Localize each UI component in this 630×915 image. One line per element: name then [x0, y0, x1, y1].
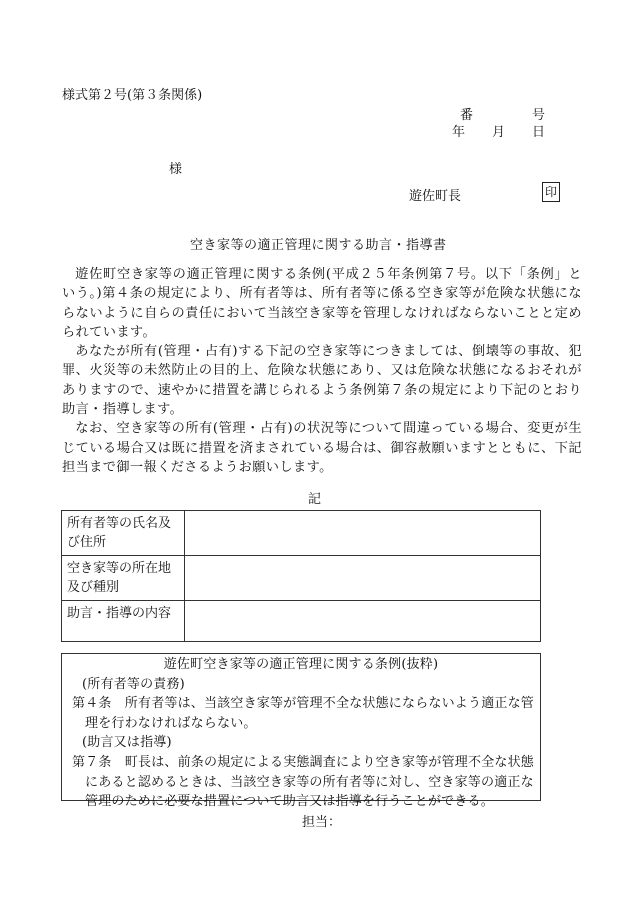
date-year: 年 [452, 125, 466, 140]
recipient-honorific: 様 [169, 162, 183, 177]
info-table [61, 510, 541, 642]
table-row [62, 601, 541, 642]
table-value-content [185, 601, 541, 642]
table-label-location: 空き家等の所在地及び種別 [62, 556, 185, 601]
document-body [62, 265, 582, 477]
excerpt-article-4: 第４条 所有者等は、当該空き家等が管理不全な状態にならないよう適正な管理を行わなければならない。 [72, 696, 535, 731]
document-number-go: 号 [532, 108, 546, 123]
ki-heading: 記 [308, 492, 322, 507]
table-label-content: 助言・指導の内容 [62, 601, 185, 642]
date-month: 月 [492, 125, 506, 140]
table-row [62, 556, 541, 601]
table-value-location [185, 556, 541, 601]
issuer-name: 遊佐町長 [409, 189, 462, 204]
form-number-label: 様式第２号(第３条関係) [62, 88, 203, 103]
table-row [62, 511, 541, 556]
excerpt-heading-owner-duty: (所有者等の責務) [82, 676, 185, 692]
table-value-owner [185, 511, 541, 556]
body-paragraph-2: あなたが所有(管理・占有)する下記の空き家等につきましては、倒壊等の事故、犯罪、火災等の未然防止の目的上、危険な状態にあり、又は危険な状態になるおそれがありますので、速やかに措置を講じられるよう条例第７条の規定により下記のとおり助言・指導します。 [62, 344, 582, 418]
document-title: 空き家等の適正管理に関する助言・指導書 [190, 238, 447, 253]
body-paragraph-1: 遊佐町空き家等の適正管理に関する条例(平成２５年条例第７号。以下「条例」という。)第４条の規定により、所有者等は、所有者等に係る空き家等が危険な状態にならないように自らの責任において当該空き家等を管理しなければならないことと定められています。 [62, 267, 582, 340]
body-paragraph-3: なお、空き家等の所有(管理・占有)の状況等について間違っている場合、変更が生じている場合又は既に措置を済まされている場合は、御容赦願いますとともに、下記担当まで御一報くださるようお願いします。 [62, 421, 582, 475]
contact-label: 担当： [302, 815, 342, 830]
date-day: 日 [532, 125, 546, 140]
excerpt-heading-advice: (助言又は指導) [82, 735, 172, 751]
excerpt-article-7: 第７条 町長は、前条の規定による実態調査により空き家等が管理不全な状態にあると認めるときは、当該空き家等の所有者等に対し、空き家等の適正な管理のために必要な措置について助言又は指導を行うことができる。 [72, 754, 535, 810]
table-label-owner: 所有者等の氏名及び住所 [62, 511, 185, 556]
ordinance-excerpt-box [61, 653, 541, 810]
document-number-ban: 番 [460, 108, 474, 123]
excerpt-title: 遊佐町空き家等の適正管理に関する条例(抜粋) [163, 657, 439, 672]
seal-stamp: 印 [542, 182, 560, 202]
